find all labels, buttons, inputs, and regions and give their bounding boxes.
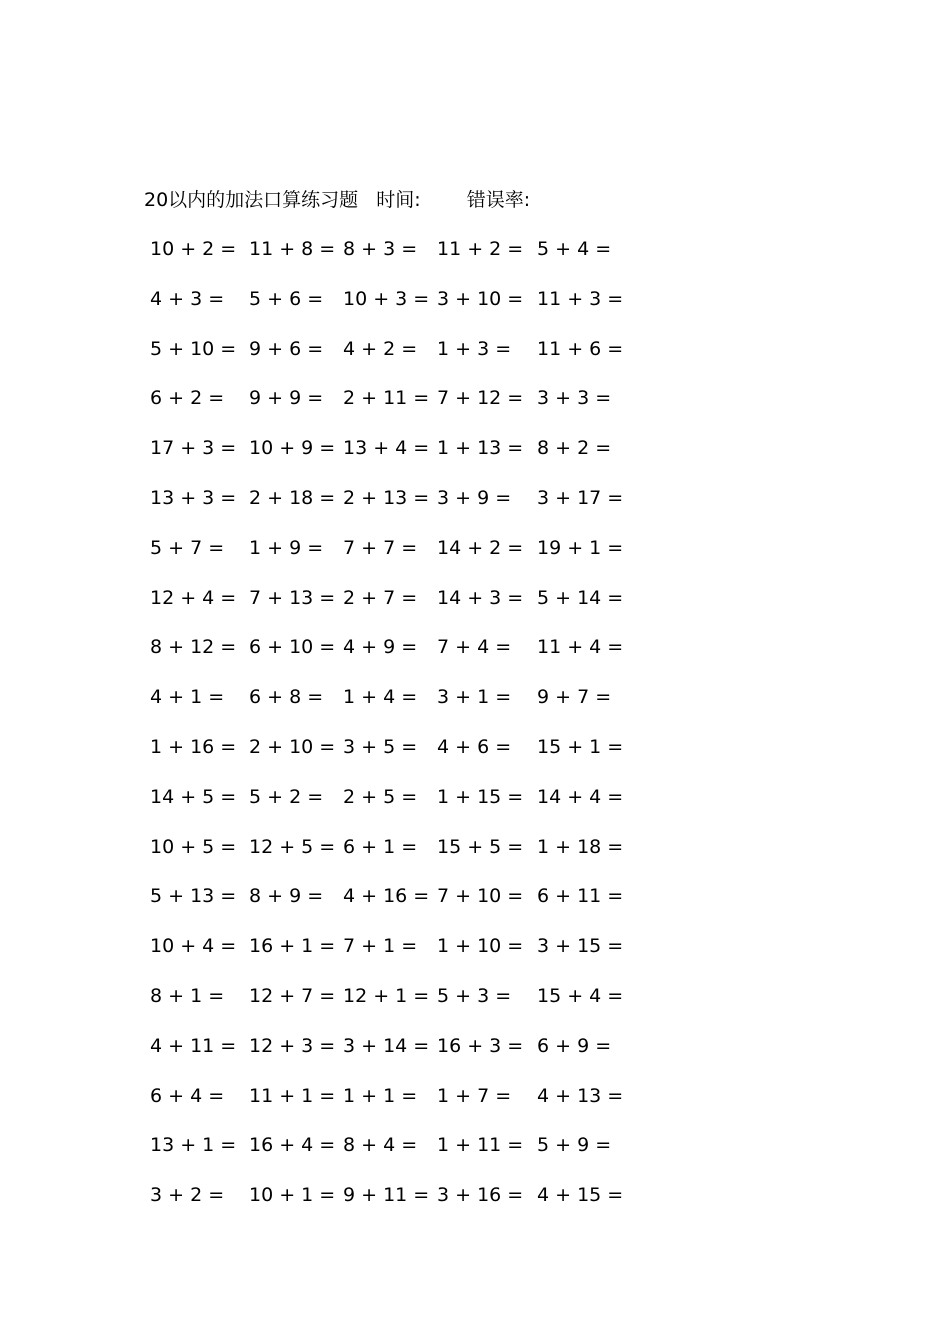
problem-cell: 14 + 2 = xyxy=(437,537,524,559)
problem-cell: 1 + 10 = xyxy=(437,935,524,957)
problem-cell: 14 + 4 = xyxy=(537,786,624,808)
problem-cell: 8 + 3 = xyxy=(343,238,418,260)
problem-cell: 1 + 4 = xyxy=(343,686,418,708)
problem-cell: 16 + 3 = xyxy=(437,1035,524,1057)
problem-cell: 8 + 4 = xyxy=(343,1134,418,1156)
error-rate-label: 错误率: xyxy=(466,189,531,211)
problem-cell: 4 + 16 = xyxy=(343,885,430,907)
time-label: 时间: xyxy=(376,189,421,211)
problem-cell: 5 + 13 = xyxy=(150,885,237,907)
problem-cell: 13 + 1 = xyxy=(150,1134,237,1156)
problem-cell: 9 + 11 = xyxy=(343,1184,430,1206)
problem-cell: 7 + 12 = xyxy=(437,387,524,409)
problem-cell: 7 + 10 = xyxy=(437,885,524,907)
problem-cell: 9 + 7 = xyxy=(537,686,612,708)
problem-cell: 2 + 11 = xyxy=(343,387,430,409)
problem-cell: 5 + 6 = xyxy=(249,288,324,310)
problem-cell: 16 + 4 = xyxy=(249,1134,336,1156)
problem-cell: 17 + 3 = xyxy=(150,437,237,459)
problem-cell: 3 + 16 = xyxy=(437,1184,524,1206)
problem-cell: 10 + 4 = xyxy=(150,935,237,957)
problem-cell: 5 + 3 = xyxy=(437,985,512,1007)
problem-cell: 3 + 3 = xyxy=(537,387,612,409)
problem-cell: 1 + 13 = xyxy=(437,437,524,459)
problem-cell: 2 + 5 = xyxy=(343,786,418,808)
problem-cell: 7 + 13 = xyxy=(249,587,336,609)
problem-cell: 11 + 3 = xyxy=(537,288,624,310)
problem-cell: 2 + 13 = xyxy=(343,487,430,509)
problem-cell: 13 + 3 = xyxy=(150,487,237,509)
problem-cell: 10 + 3 = xyxy=(343,288,430,310)
problem-cell: 5 + 9 = xyxy=(537,1134,612,1156)
problem-cell: 6 + 9 = xyxy=(537,1035,612,1057)
problem-cell: 4 + 2 = xyxy=(343,338,418,360)
problem-cell: 9 + 6 = xyxy=(249,338,324,360)
problem-cell: 12 + 7 = xyxy=(249,985,336,1007)
problem-cell: 3 + 14 = xyxy=(343,1035,430,1057)
problem-cell: 10 + 9 = xyxy=(249,437,336,459)
problem-cell: 10 + 2 = xyxy=(150,238,237,260)
problem-cell: 5 + 4 = xyxy=(537,238,612,260)
problem-cell: 6 + 4 = xyxy=(150,1085,225,1107)
problem-cell: 5 + 7 = xyxy=(150,537,225,559)
problem-cell: 14 + 3 = xyxy=(437,587,524,609)
problem-cell: 7 + 4 = xyxy=(437,636,512,658)
problem-cell: 11 + 6 = xyxy=(537,338,624,360)
problem-cell: 1 + 15 = xyxy=(437,786,524,808)
problem-cell: 3 + 17 = xyxy=(537,487,624,509)
problem-cell: 19 + 1 = xyxy=(537,537,624,559)
problem-cell: 2 + 10 = xyxy=(249,736,336,758)
problem-cell: 12 + 5 = xyxy=(249,836,336,858)
problem-cell: 6 + 8 = xyxy=(249,686,324,708)
problem-cell: 10 + 1 = xyxy=(249,1184,336,1206)
problem-cell: 6 + 10 = xyxy=(249,636,336,658)
problem-cell: 5 + 2 = xyxy=(249,786,324,808)
problem-cell: 1 + 18 = xyxy=(537,836,624,858)
problem-cell: 6 + 1 = xyxy=(343,836,418,858)
problem-cell: 4 + 3 = xyxy=(150,288,225,310)
problem-cell: 4 + 11 = xyxy=(150,1035,237,1057)
problem-cell: 1 + 9 = xyxy=(249,537,324,559)
problem-cell: 2 + 7 = xyxy=(343,587,418,609)
problem-cell: 7 + 1 = xyxy=(343,935,418,957)
problem-cell: 12 + 1 = xyxy=(343,985,430,1007)
problem-cell: 12 + 4 = xyxy=(150,587,237,609)
problem-cell: 15 + 4 = xyxy=(537,985,624,1007)
problem-cell: 8 + 9 = xyxy=(249,885,324,907)
problem-cell: 4 + 13 = xyxy=(537,1085,624,1107)
problem-cell: 8 + 1 = xyxy=(150,985,225,1007)
problem-cell: 8 + 12 = xyxy=(150,636,237,658)
problem-cell: 1 + 16 = xyxy=(150,736,237,758)
problem-cell: 3 + 2 = xyxy=(150,1184,225,1206)
problem-cell: 4 + 6 = xyxy=(437,736,512,758)
problem-cell: 4 + 15 = xyxy=(537,1184,624,1206)
problem-cell: 3 + 5 = xyxy=(343,736,418,758)
problem-cell: 5 + 10 = xyxy=(150,338,237,360)
problem-cell: 1 + 3 = xyxy=(437,338,512,360)
problem-cell: 3 + 15 = xyxy=(537,935,624,957)
problem-cell: 3 + 1 = xyxy=(437,686,512,708)
problem-cell: 11 + 8 = xyxy=(249,238,336,260)
worksheet-title: 20以内的加法口算练习题 xyxy=(144,189,359,211)
problem-cell: 11 + 2 = xyxy=(437,238,524,260)
problem-cell: 3 + 9 = xyxy=(437,487,512,509)
problem-cell: 6 + 11 = xyxy=(537,885,624,907)
problem-cell: 15 + 1 = xyxy=(537,736,624,758)
problem-cell: 6 + 2 = xyxy=(150,387,225,409)
problem-cell: 7 + 7 = xyxy=(343,537,418,559)
problem-cell: 1 + 7 = xyxy=(437,1085,512,1107)
problem-cell: 15 + 5 = xyxy=(437,836,524,858)
problem-cell: 13 + 4 = xyxy=(343,437,430,459)
problem-cell: 1 + 11 = xyxy=(437,1134,524,1156)
problem-cell: 16 + 1 = xyxy=(249,935,336,957)
problem-cell: 1 + 1 = xyxy=(343,1085,418,1107)
problem-cell: 2 + 18 = xyxy=(249,487,336,509)
problem-cell: 14 + 5 = xyxy=(150,786,237,808)
problem-cell: 4 + 1 = xyxy=(150,686,225,708)
problem-cell: 5 + 14 = xyxy=(537,587,624,609)
problem-cell: 12 + 3 = xyxy=(249,1035,336,1057)
problem-cell: 9 + 9 = xyxy=(249,387,324,409)
problem-cell: 11 + 1 = xyxy=(249,1085,336,1107)
problem-cell: 3 + 10 = xyxy=(437,288,524,310)
problem-cell: 10 + 5 = xyxy=(150,836,237,858)
problem-cell: 4 + 9 = xyxy=(343,636,418,658)
problem-cell: 11 + 4 = xyxy=(537,636,624,658)
problem-cell: 8 + 2 = xyxy=(537,437,612,459)
